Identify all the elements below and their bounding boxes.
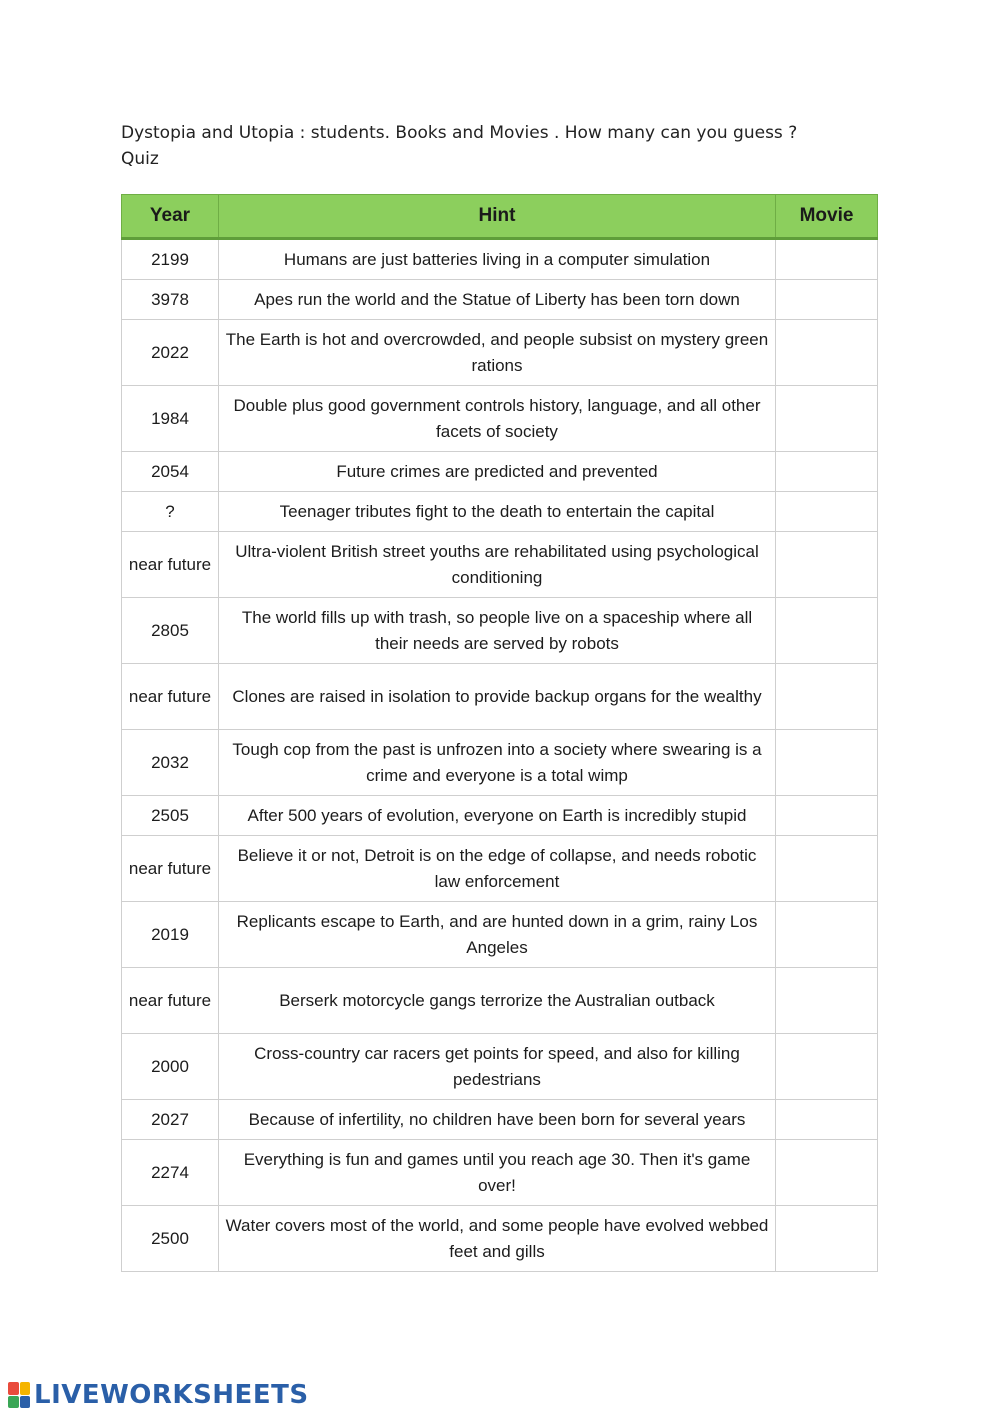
table-row — [122, 320, 878, 386]
hint-cell: Teenager tributes fight to the death to entertain the capital — [219, 492, 776, 532]
year-cell: 1984 — [122, 386, 219, 452]
table-row — [122, 532, 878, 598]
movie-answer-cell[interactable] — [776, 239, 878, 280]
quiz-table — [121, 194, 878, 1272]
table-row — [122, 1140, 878, 1206]
table-row — [122, 1100, 878, 1140]
movie-answer-cell[interactable] — [776, 452, 878, 492]
table-row — [122, 239, 878, 280]
table-row — [122, 1206, 878, 1272]
year-cell: 2000 — [122, 1034, 219, 1100]
table-row — [122, 902, 878, 968]
year-cell: 2022 — [122, 320, 219, 386]
header-movie: Movie — [776, 195, 878, 239]
movie-answer-cell[interactable] — [776, 280, 878, 320]
year-cell: 2054 — [122, 452, 219, 492]
movie-answer-cell[interactable] — [776, 1100, 878, 1140]
movie-answer-cell[interactable] — [776, 492, 878, 532]
movie-answer-cell[interactable] — [776, 796, 878, 836]
movie-answer-cell[interactable] — [776, 730, 878, 796]
year-cell: 2032 — [122, 730, 219, 796]
movie-answer-cell[interactable] — [776, 1034, 878, 1100]
year-cell: near future — [122, 532, 219, 598]
table-header-row — [122, 195, 878, 239]
hint-cell: Replicants escape to Earth, and are hunted down in a grim, rainy Los Angeles — [219, 902, 776, 968]
header-year: Year — [122, 195, 219, 239]
year-cell: 2019 — [122, 902, 219, 968]
hint-cell: Everything is fun and games until you reach age 30. Then it's game over! — [219, 1140, 776, 1206]
year-cell: 2274 — [122, 1140, 219, 1206]
movie-answer-cell[interactable] — [776, 968, 878, 1034]
table-row — [122, 386, 878, 452]
hint-cell: Apes run the world and the Statue of Liberty has been torn down — [219, 280, 776, 320]
year-cell: 2505 — [122, 796, 219, 836]
hint-cell: Cross-country car racers get points for speed, and also for killing pedestrians — [219, 1034, 776, 1100]
title-line: Dystopia and Utopia : students. Books and Movies . How many can you guess ? — [121, 123, 798, 143]
hint-cell: Tough cop from the past is unfrozen into a society where swearing is a crime and everyone is a total wimp — [219, 730, 776, 796]
hint-cell: After 500 years of evolution, everyone on Earth is incredibly stupid — [219, 796, 776, 836]
year-cell: 3978 — [122, 280, 219, 320]
header-hint: Hint — [219, 195, 776, 239]
year-cell: near future — [122, 836, 219, 902]
hint-cell: Double plus good government controls history, language, and all other facets of society — [219, 386, 776, 452]
movie-answer-cell[interactable] — [776, 836, 878, 902]
hint-cell: Future crimes are predicted and prevented — [219, 452, 776, 492]
worksheet-title — [121, 120, 881, 172]
table-row — [122, 492, 878, 532]
table-row — [122, 664, 878, 730]
hint-cell: Believe it or not, Detroit is on the edge of collapse, and needs robotic law enforcement — [219, 836, 776, 902]
table-row — [122, 730, 878, 796]
movie-answer-cell[interactable] — [776, 664, 878, 730]
movie-answer-cell[interactable] — [776, 598, 878, 664]
year-cell: near future — [122, 968, 219, 1034]
title-subline: Quiz — [121, 149, 159, 169]
year-cell: 2199 — [122, 239, 219, 280]
brand-wordmark: LIVEWORKSHEETS — [34, 1380, 309, 1410]
hint-cell: The Earth is hot and overcrowded, and people subsist on mystery green rations — [219, 320, 776, 386]
table-row — [122, 598, 878, 664]
hint-cell: Ultra-violent British street youths are rehabilitated using psychological conditioning — [219, 532, 776, 598]
movie-answer-cell[interactable] — [776, 1206, 878, 1272]
table-row — [122, 796, 878, 836]
movie-answer-cell[interactable] — [776, 902, 878, 968]
movie-answer-cell[interactable] — [776, 386, 878, 452]
table-row — [122, 968, 878, 1034]
year-cell: 2805 — [122, 598, 219, 664]
hint-cell: Clones are raised in isolation to provide backup organs for the wealthy — [219, 664, 776, 730]
hint-cell: Berserk motorcycle gangs terrorize the Australian outback — [219, 968, 776, 1034]
movie-answer-cell[interactable] — [776, 320, 878, 386]
movie-answer-cell[interactable] — [776, 1140, 878, 1206]
year-cell: ? — [122, 492, 219, 532]
hint-cell: Humans are just batteries living in a computer simulation — [219, 239, 776, 280]
year-cell: 2027 — [122, 1100, 219, 1140]
hint-cell: Because of infertility, no children have been born for several years — [219, 1100, 776, 1140]
year-cell: 2500 — [122, 1206, 219, 1272]
table-row — [122, 836, 878, 902]
footer-branding — [8, 1380, 309, 1410]
movie-answer-cell[interactable] — [776, 532, 878, 598]
hint-cell: The world fills up with trash, so people live on a spaceship where all their needs are served by robots — [219, 598, 776, 664]
hint-cell: Water covers most of the world, and some people have evolved webbed feet and gills — [219, 1206, 776, 1272]
table-row — [122, 1034, 878, 1100]
table-row — [122, 452, 878, 492]
year-cell: near future — [122, 664, 219, 730]
liveworksheets-logo-icon — [8, 1382, 30, 1408]
table-row — [122, 280, 878, 320]
